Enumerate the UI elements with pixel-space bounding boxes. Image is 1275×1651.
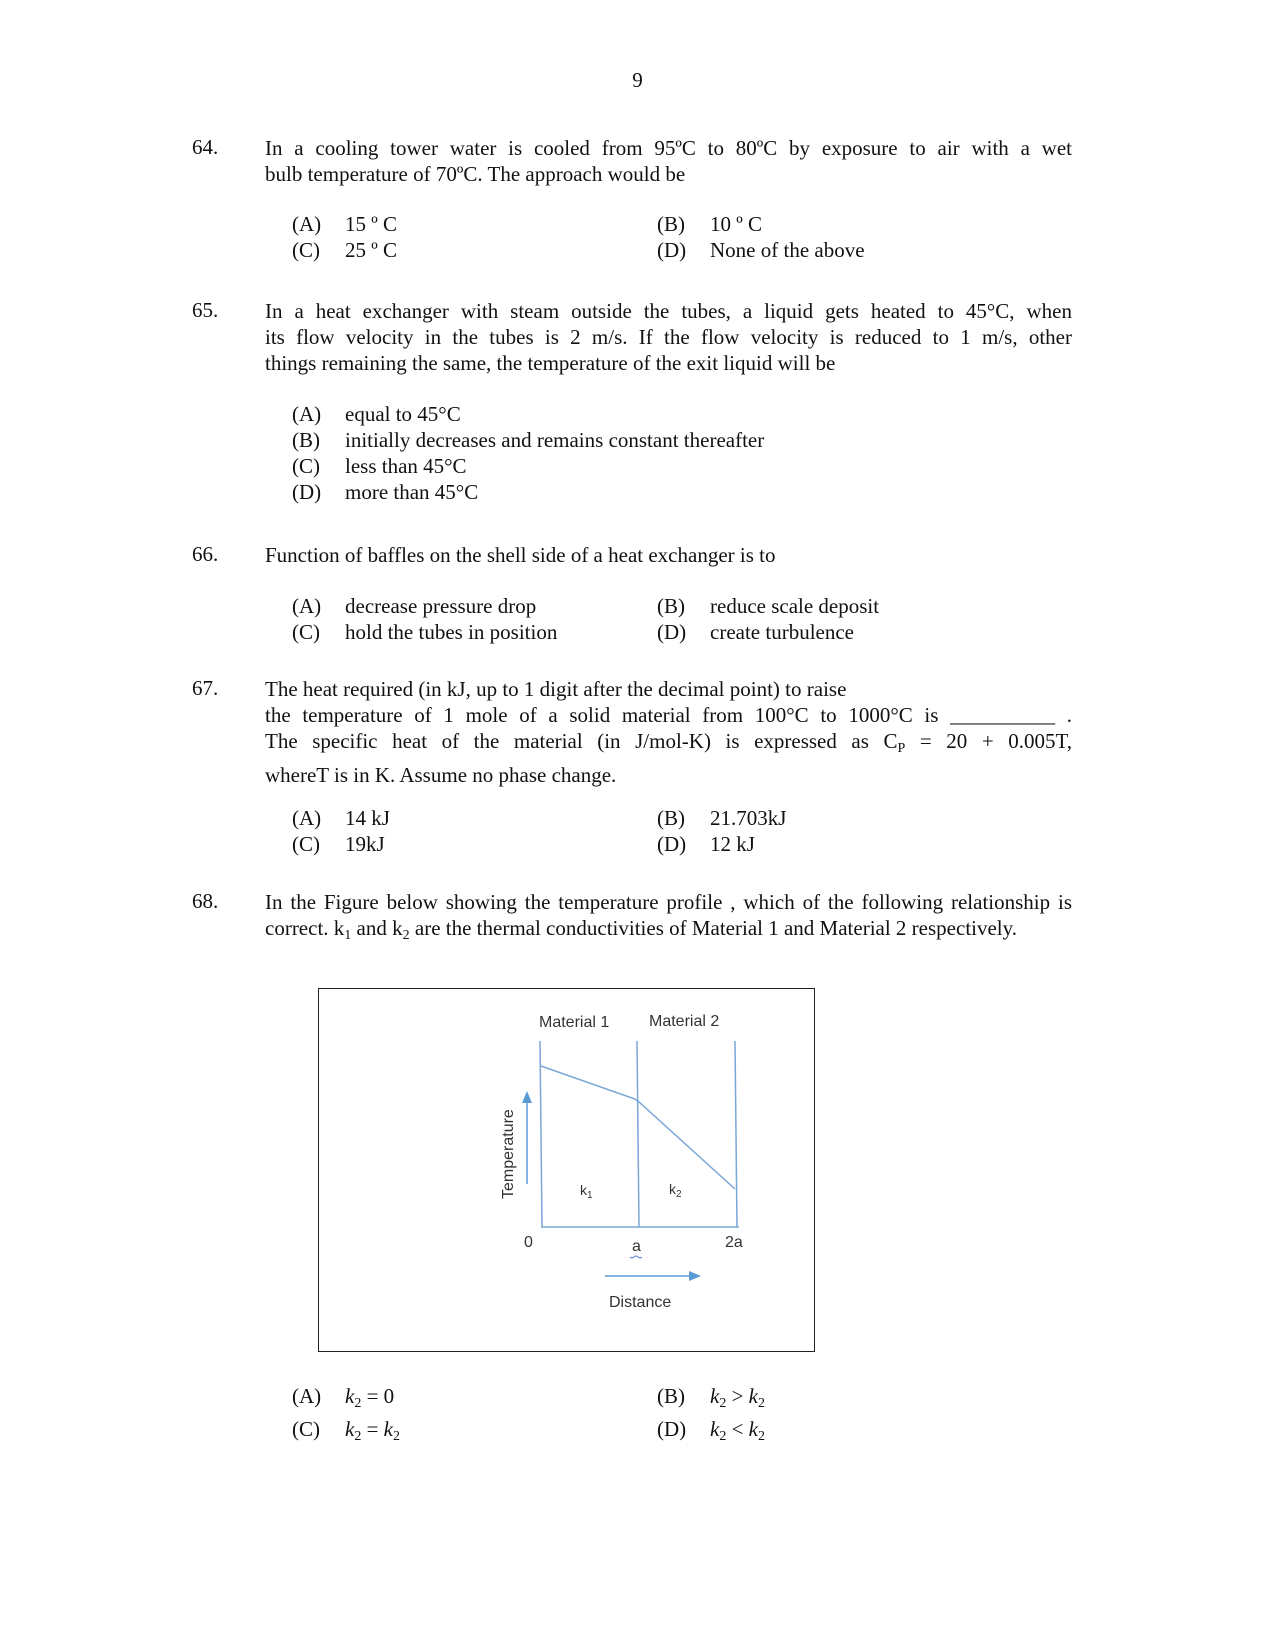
subscript: 2 [758, 1396, 765, 1411]
k1-subscript: 1 [587, 1190, 593, 1201]
subscript: 2 [719, 1429, 727, 1444]
question-line: things remaining the same, the temperature of the exit liquid will be [265, 351, 836, 375]
temperature-profile-figure [318, 988, 815, 1352]
tick-a: a [632, 1238, 641, 1255]
temperature-profile-diagram [319, 989, 813, 1350]
option-text: None of the above [710, 238, 865, 262]
option-label: (A) [292, 212, 322, 236]
option-a[interactable] [292, 401, 461, 427]
text-part: The specific heat of the material (in J/mol-K) is expressed as C [265, 729, 898, 753]
option-text: initially decreases and remains constant thereafter [345, 428, 765, 452]
option-text: hold the tubes in position [345, 620, 558, 644]
question-number: 66. [192, 542, 219, 566]
option-text: 19kJ [345, 832, 385, 856]
option-label: (C) [292, 832, 320, 856]
x-axis-arrowhead [689, 1271, 701, 1281]
option-text: equal to 45°C [345, 402, 461, 426]
math-op: > [726, 1384, 749, 1408]
question-number: 68. [192, 889, 219, 913]
text-part: In the Figure below showing the temperature profile , which of the following relationship is correct. k [265, 890, 1072, 940]
wall-middle [637, 1041, 639, 1227]
option-text: less than 45°C [345, 454, 467, 478]
label-k2 [669, 1181, 682, 1200]
option-b[interactable] [657, 805, 786, 831]
option-text: 14 kJ [345, 806, 390, 830]
y-axis-arrowhead [522, 1091, 532, 1103]
question-line: The heat required (in kJ, up to 1 digit after the decimal point) to raise [265, 677, 847, 701]
option-text: more than 45°C [345, 480, 479, 504]
tick-a-squiggle [630, 1256, 642, 1258]
option-label: (D) [657, 832, 687, 856]
option-a[interactable] [292, 211, 397, 237]
question-number: 67. [192, 676, 219, 700]
label-k1 [580, 1182, 593, 1201]
question-line: bulb temperature of 70ºC. The approach would be [265, 162, 686, 186]
option-c[interactable] [292, 831, 385, 857]
y-axis-label: Temperature [500, 1109, 517, 1199]
option-d[interactable] [657, 237, 865, 263]
option-b[interactable] [657, 1383, 765, 1417]
option-label: (B) [657, 212, 685, 236]
question-line [265, 728, 1072, 762]
x-axis-label: Distance [609, 1294, 672, 1311]
option-b[interactable] [292, 427, 764, 453]
text-part: are the thermal conductivities of Material 1 and Material 2 respectively. [409, 916, 1018, 940]
question-number: 65. [192, 298, 219, 322]
wall-right [735, 1041, 737, 1227]
math-var: k [748, 1384, 758, 1408]
subscript: 2 [393, 1429, 400, 1444]
option-d[interactable] [657, 619, 854, 645]
option-label: (C) [292, 1417, 320, 1441]
option-text: 21.703kJ [710, 806, 787, 830]
question-line: the temperature of 1 mole of a solid material from 100°C to 1000°C is __________ . [265, 703, 1072, 727]
subscript: 2 [402, 928, 410, 943]
option-label: (A) [292, 594, 322, 618]
subscript: 2 [354, 1429, 362, 1444]
option-a[interactable] [292, 593, 536, 619]
question-text [265, 135, 1072, 187]
math-var: k [710, 1384, 720, 1408]
option-text: 12 kJ [710, 832, 755, 856]
math-var: k [383, 1417, 393, 1441]
k1-base: k [580, 1182, 587, 1198]
option-a[interactable] [292, 805, 390, 831]
option-label: (A) [292, 806, 322, 830]
option-label: (D) [657, 1417, 687, 1441]
option-text: reduce scale deposit [710, 594, 880, 618]
option-b[interactable] [657, 211, 762, 237]
math-var: k [345, 1384, 355, 1408]
option-label: (C) [292, 620, 320, 644]
math-op: = [361, 1417, 384, 1441]
label-material-2: Material 2 [649, 1013, 720, 1030]
math-var: k [710, 1417, 720, 1441]
option-label: (B) [657, 1384, 685, 1408]
math-var: 0 [383, 1384, 395, 1408]
subscript: 2 [758, 1429, 765, 1444]
label-material-1: Material 1 [539, 1014, 610, 1031]
option-a[interactable] [292, 1383, 394, 1417]
option-d[interactable] [657, 1416, 765, 1450]
question-text [265, 298, 1072, 376]
text-part: = 20 + 0.005T, [905, 729, 1072, 753]
option-label: (C) [292, 238, 320, 262]
option-text: 15 º C [345, 212, 398, 236]
tick-0: 0 [524, 1234, 533, 1251]
wall-left [540, 1041, 542, 1227]
option-c[interactable] [292, 619, 557, 645]
option-label: (C) [292, 454, 320, 478]
option-text: decrease pressure drop [345, 594, 537, 618]
tick-2a: 2a [725, 1234, 743, 1251]
text-part: and k [351, 916, 403, 940]
page-number: 9 [632, 68, 643, 92]
option-text: 10 º C [710, 212, 763, 236]
subscript: 2 [354, 1396, 362, 1411]
option-label: (D) [292, 480, 322, 504]
question-number: 64. [192, 135, 219, 159]
option-label: (A) [292, 1384, 322, 1408]
question-line: whereT is in K. Assume no phase change. [265, 763, 617, 787]
question-text [265, 676, 1072, 788]
math-var: k [748, 1417, 758, 1441]
option-label: (A) [292, 402, 322, 426]
option-c[interactable] [292, 453, 467, 479]
question-line: its flow velocity in the tubes is 2 m/s. If the flow velocity is reduced to 1 m/s, other [265, 325, 1072, 349]
option-c[interactable] [292, 237, 397, 263]
option-label: (B) [657, 806, 685, 830]
question-text [265, 542, 1072, 568]
math-var: k [345, 1417, 355, 1441]
k2-base: k [669, 1181, 676, 1197]
option-b[interactable] [657, 593, 879, 619]
option-label: (B) [292, 428, 320, 452]
k2-subscript: 2 [676, 1189, 682, 1200]
option-text: create turbulence [710, 620, 854, 644]
question-line: In a cooling tower water is cooled from 95ºC to 80ºC by exposure to air with a wet [265, 136, 1072, 160]
math-op: < [726, 1417, 749, 1441]
option-c[interactable] [292, 1416, 400, 1450]
question-text [265, 889, 1072, 949]
option-d[interactable] [657, 831, 755, 857]
question-line: Function of baffles on the shell side of a heat exchanger is to [265, 543, 776, 567]
option-text: 25 º C [345, 238, 398, 262]
subscript: 2 [719, 1396, 727, 1411]
math-op: = [361, 1384, 384, 1408]
option-label: (D) [657, 620, 687, 644]
option-d[interactable] [292, 479, 478, 505]
subscript: P [897, 741, 906, 756]
option-label: (B) [657, 594, 685, 618]
question-line: In a heat exchanger with steam outside the tubes, a liquid gets heated to 45°C, when [265, 299, 1072, 323]
option-label: (D) [657, 238, 687, 262]
subscript: 1 [344, 928, 352, 943]
